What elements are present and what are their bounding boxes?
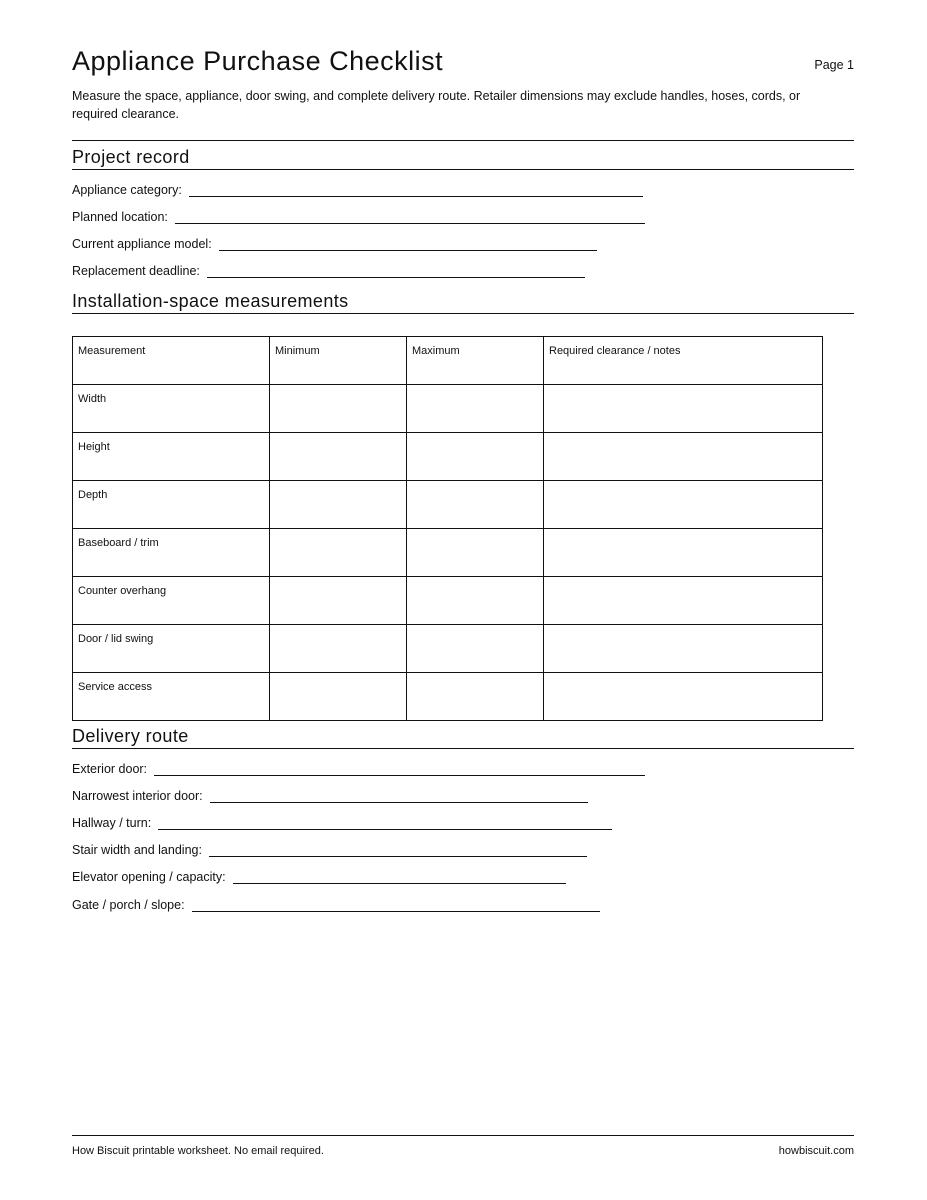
field-stair-width-landing xyxy=(72,839,587,857)
measurement-label: Door / lid swing xyxy=(73,625,270,673)
measurement-label: Counter overhang xyxy=(73,577,270,625)
field-label: Elevator opening / capacity: xyxy=(72,870,226,884)
field-planned-location xyxy=(72,206,645,224)
page-number: Page 1 xyxy=(814,58,854,72)
column-header: Required clearance / notes xyxy=(544,337,823,385)
planned-location-input[interactable] xyxy=(175,210,645,224)
column-header: Minimum xyxy=(270,337,407,385)
measurement-label: Depth xyxy=(73,481,270,529)
measurements-table xyxy=(72,336,823,721)
notes-cell[interactable] xyxy=(544,625,823,673)
field-label: Exterior door: xyxy=(72,762,148,776)
appliance-category-input[interactable] xyxy=(189,183,643,197)
minimum-cell[interactable] xyxy=(270,673,407,721)
notes-cell[interactable] xyxy=(544,433,823,481)
table-row xyxy=(73,385,823,433)
notes-cell[interactable] xyxy=(544,673,823,721)
replacement-deadline-input[interactable] xyxy=(207,264,585,278)
field-label: Current appliance model: xyxy=(72,237,212,251)
footer-site: howbiscuit.com xyxy=(778,1145,854,1157)
minimum-cell[interactable] xyxy=(270,433,407,481)
field-appliance-category xyxy=(72,179,643,197)
field-current-appliance-model xyxy=(72,233,597,251)
gate-porch-slope-input[interactable] xyxy=(192,898,600,912)
elevator-opening-input[interactable] xyxy=(233,870,566,884)
section-heading: Installation-space measurements xyxy=(72,291,349,311)
maximum-cell[interactable] xyxy=(407,385,544,433)
field-elevator-opening xyxy=(72,866,566,884)
field-gate-porch-slope xyxy=(72,894,600,912)
intro-text: Measure the space, appliance, door swing, and complete delivery route. Retailer dimensions may exclude handles, hoses, cords, or required clearance. xyxy=(72,89,801,121)
table-row xyxy=(73,577,823,625)
current-appliance-model-input[interactable] xyxy=(219,237,597,251)
measurement-label: Width xyxy=(73,385,270,433)
section-heading: Project record xyxy=(72,147,190,167)
table-row xyxy=(73,625,823,673)
measurement-label: Service access xyxy=(73,673,270,721)
maximum-cell[interactable] xyxy=(407,673,544,721)
exterior-door-input[interactable] xyxy=(154,762,645,776)
field-label: Replacement deadline: xyxy=(72,264,200,278)
narrowest-interior-door-input[interactable] xyxy=(210,789,588,803)
table-header-row xyxy=(73,337,823,385)
minimum-cell[interactable] xyxy=(270,481,407,529)
page-title: Appliance Purchase Checklist xyxy=(72,46,444,76)
stair-width-landing-input[interactable] xyxy=(209,843,587,857)
header-divider xyxy=(72,140,854,141)
field-narrowest-interior-door xyxy=(72,785,588,803)
field-replacement-deadline xyxy=(72,260,585,278)
section-heading: Delivery route xyxy=(72,726,189,746)
maximum-cell[interactable] xyxy=(407,529,544,577)
column-header: Maximum xyxy=(407,337,544,385)
table-row xyxy=(73,529,823,577)
footer-note: How Biscuit printable worksheet. No email required. xyxy=(72,1145,324,1157)
table-row xyxy=(73,481,823,529)
field-label: Stair width and landing: xyxy=(72,843,202,857)
column-header: Measurement xyxy=(73,337,270,385)
notes-cell[interactable] xyxy=(544,385,823,433)
maximum-cell[interactable] xyxy=(407,577,544,625)
field-hallway-turn xyxy=(72,812,612,830)
notes-cell[interactable] xyxy=(544,577,823,625)
measurement-label: Height xyxy=(73,433,270,481)
table-row xyxy=(73,673,823,721)
field-label: Planned location: xyxy=(72,210,168,224)
hallway-turn-input[interactable] xyxy=(158,816,612,830)
notes-cell[interactable] xyxy=(544,529,823,577)
section-installation-space xyxy=(72,290,854,314)
maximum-cell[interactable] xyxy=(407,433,544,481)
field-label: Gate / porch / slope: xyxy=(72,898,185,912)
maximum-cell[interactable] xyxy=(407,481,544,529)
table-row xyxy=(73,433,823,481)
footer-divider xyxy=(72,1135,854,1136)
notes-cell[interactable] xyxy=(544,481,823,529)
section-delivery-route xyxy=(72,725,854,749)
field-label: Appliance category: xyxy=(72,183,182,197)
minimum-cell[interactable] xyxy=(270,625,407,673)
field-label: Narrowest interior door: xyxy=(72,789,203,803)
minimum-cell[interactable] xyxy=(270,577,407,625)
maximum-cell[interactable] xyxy=(407,625,544,673)
section-project-record xyxy=(72,146,854,170)
minimum-cell[interactable] xyxy=(270,385,407,433)
field-exterior-door xyxy=(72,758,645,776)
field-label: Hallway / turn: xyxy=(72,816,152,830)
minimum-cell[interactable] xyxy=(270,529,407,577)
measurement-label: Baseboard / trim xyxy=(73,529,270,577)
